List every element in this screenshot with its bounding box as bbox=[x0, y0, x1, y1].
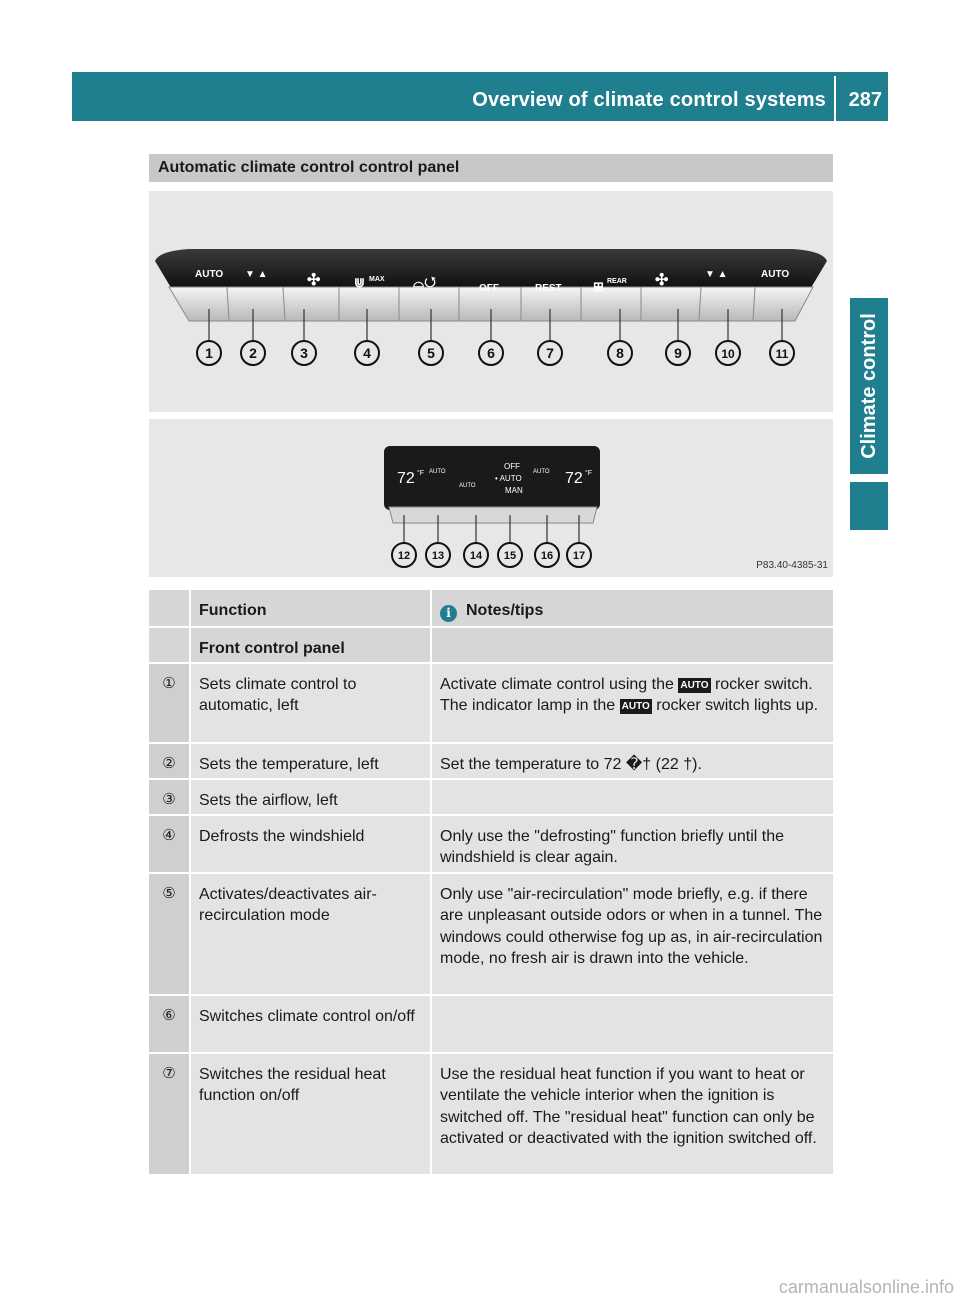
callout-13: 13 bbox=[431, 550, 445, 562]
callout-9: 9 bbox=[674, 345, 682, 361]
display-temp-left: 72 bbox=[397, 470, 415, 487]
callout-1: 1 bbox=[205, 345, 213, 361]
row-num-3: ③ bbox=[162, 790, 176, 808]
header-num-cell bbox=[149, 590, 189, 626]
side-tab-label: Climate control bbox=[858, 313, 880, 459]
row-num-2: ② bbox=[162, 754, 176, 772]
display-mode-off: OFF bbox=[504, 462, 520, 471]
row-num-5: ⑤ bbox=[162, 884, 176, 902]
notes-part: rocker switch lights up. bbox=[651, 697, 819, 715]
function-table bbox=[149, 590, 833, 1176]
table-row bbox=[149, 996, 833, 1054]
side-tab bbox=[850, 298, 888, 474]
row-number bbox=[149, 1054, 189, 1174]
figure-code: P83.40-4385-31 bbox=[756, 560, 828, 571]
callout-3: 3 bbox=[300, 345, 308, 361]
display-mode-man: MAN bbox=[505, 486, 523, 495]
callout-12: 12 bbox=[397, 550, 411, 562]
display-auto-small-2: AUTO bbox=[459, 483, 476, 489]
display-illustration bbox=[149, 419, 833, 577]
row-number bbox=[149, 744, 189, 778]
row-notes bbox=[430, 664, 833, 742]
notes-part: rocker switch. The indicator lamp in the bbox=[440, 676, 813, 715]
label-rest: REST bbox=[535, 283, 562, 294]
callout-2: 2 bbox=[249, 345, 257, 361]
table-row bbox=[149, 1054, 833, 1176]
row-function: Switches the residual heat function on/off bbox=[189, 1054, 430, 1174]
front-panel-drawing bbox=[149, 191, 833, 412]
display-drawing bbox=[149, 419, 833, 577]
callout-8: 8 bbox=[616, 345, 624, 361]
callout-17: 17 bbox=[572, 550, 586, 562]
row-notes: Set the temperature to 72 �† (22 †). bbox=[430, 744, 833, 778]
recirculation-icon: ⌓↺ bbox=[413, 274, 436, 290]
page-header bbox=[72, 72, 888, 121]
row-notes: Use the residual heat function if you want to heat or ventilate the vehicle interior when the ignition is switched off. The "residual heat" function can only be activated or deactivated with the ignition switched off. bbox=[430, 1054, 833, 1174]
header-notes bbox=[430, 590, 833, 626]
row-function: Switches climate control on/off bbox=[189, 996, 430, 1052]
row-function: Defrosts the windshield bbox=[189, 816, 430, 872]
display-temp-right: 72 bbox=[565, 470, 583, 487]
side-tab-marker bbox=[850, 482, 888, 530]
label-auto-right: AUTO bbox=[761, 269, 790, 280]
label-off: OFF bbox=[479, 283, 499, 294]
temp-down-up-left-icon: ▼ ▲ bbox=[245, 269, 268, 280]
subheader-label: Front control panel bbox=[189, 628, 430, 662]
callout-7: 7 bbox=[546, 345, 554, 361]
row-number bbox=[149, 874, 189, 994]
row-number bbox=[149, 996, 189, 1052]
callout-10: 10 bbox=[721, 347, 735, 361]
header-title: Overview of climate control systems bbox=[472, 89, 826, 111]
temp-down-up-right-icon: ▼ ▲ bbox=[705, 269, 728, 280]
row-number bbox=[149, 816, 189, 872]
display-unit-right: °F bbox=[585, 470, 593, 477]
row-function: Sets the temperature, left bbox=[189, 744, 430, 778]
display-auto-small-1: AUTO bbox=[429, 469, 446, 475]
header-function: Function bbox=[189, 590, 430, 626]
watermark: carmanualsonline.info bbox=[778, 1277, 954, 1297]
header-divider bbox=[834, 76, 836, 121]
row-notes bbox=[430, 780, 833, 814]
display-mode-auto: • AUTO bbox=[495, 474, 522, 483]
row-function: Sets climate control to automatic, left bbox=[189, 664, 430, 742]
label-rear: REAR bbox=[607, 278, 627, 285]
label-auto-left: AUTO bbox=[195, 269, 224, 280]
subheader-num-cell bbox=[149, 628, 189, 662]
row-num-7: ⑦ bbox=[162, 1064, 176, 1082]
display-unit-left: °F bbox=[417, 470, 425, 477]
page-number: 287 bbox=[848, 89, 882, 111]
table-row bbox=[149, 664, 833, 744]
callout-4: 4 bbox=[363, 345, 371, 361]
table-row bbox=[149, 744, 833, 780]
fan-left-icon: ✣ bbox=[307, 272, 321, 289]
table-row bbox=[149, 874, 833, 996]
notes-part: Activate climate control using the bbox=[440, 676, 679, 693]
table-subheader-row bbox=[149, 628, 833, 664]
row-notes: Only use "air-recirculation" mode briefly, e.g. if there are unpleasant outside odors or when in a tunnel. The windows could otherwise fog up as, in air-recirculation mode, no fresh air is drawn into the vehicle. bbox=[430, 874, 833, 994]
auto-key-icon: AUTO bbox=[680, 680, 709, 691]
display-auto-small-3: AUTO bbox=[533, 469, 550, 475]
front-panel-illustration bbox=[149, 191, 833, 412]
row-num-6: ⑥ bbox=[162, 1006, 176, 1024]
row-number bbox=[149, 780, 189, 814]
row-number bbox=[149, 664, 189, 742]
label-max: MAX bbox=[369, 276, 385, 283]
row-num-1: ① bbox=[162, 674, 176, 692]
table-row bbox=[149, 780, 833, 816]
row-notes bbox=[430, 996, 833, 1052]
row-notes: Only use the "defrosting" function briefly until the windshield is clear again. bbox=[430, 816, 833, 872]
table-header-row bbox=[149, 590, 833, 628]
header-notes-label: Notes/tips bbox=[466, 602, 544, 619]
callout-15: 15 bbox=[503, 550, 517, 562]
row-num-4: ④ bbox=[162, 826, 176, 844]
section-title: Automatic climate control control panel bbox=[149, 154, 833, 182]
callout-14: 14 bbox=[469, 550, 483, 562]
auto-key-icon: AUTO bbox=[621, 701, 650, 713]
display-buttons bbox=[389, 507, 597, 523]
subheader-empty bbox=[430, 628, 833, 662]
fan-right-icon: ✣ bbox=[655, 272, 669, 289]
info-icon: i bbox=[440, 605, 457, 622]
row-function: Activates/deactivates air-recirculation mode bbox=[189, 874, 430, 994]
defrost-icon: ⋓ bbox=[354, 275, 365, 290]
callout-11: 11 bbox=[775, 347, 789, 361]
rear-defrost-icon: ⊞ bbox=[593, 279, 604, 294]
callout-16: 16 bbox=[540, 550, 554, 562]
table-row bbox=[149, 816, 833, 874]
callout-6: 6 bbox=[487, 345, 495, 361]
row-function: Sets the airflow, left bbox=[189, 780, 430, 814]
callout-5: 5 bbox=[427, 345, 435, 361]
